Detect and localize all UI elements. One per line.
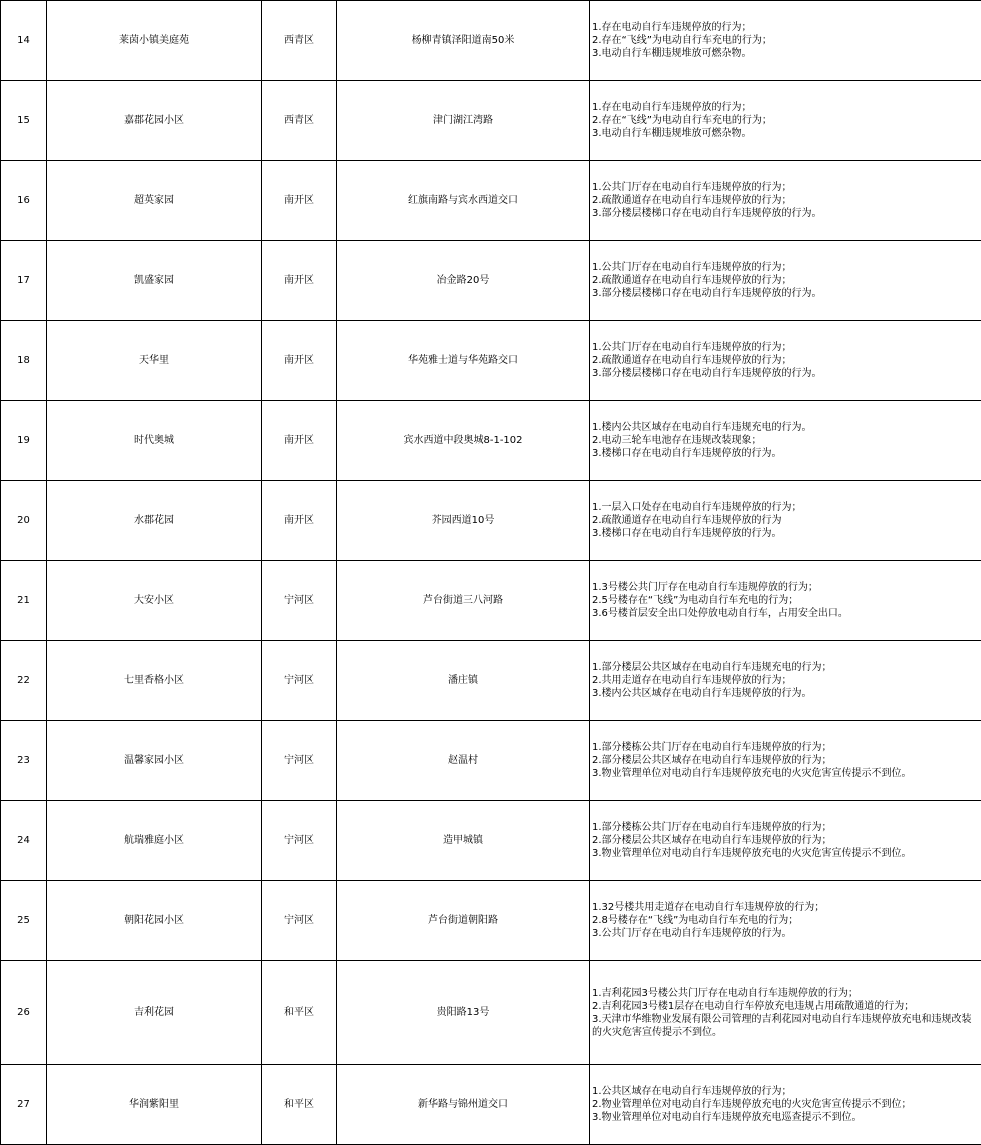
community-name-cell: 嘉郡花园小区 xyxy=(47,81,262,161)
issues-cell xyxy=(590,1065,981,1145)
issue-item: 2.吉利花园3号楼1层存在电动自行车停放充电违规占用疏散通道的行为； xyxy=(592,1000,980,1013)
issue-item: 1.公共区域存在电动自行车违规停放的行为； xyxy=(592,1085,980,1098)
issue-item: 3.物业管理单位对电动自行车违规停放充电的火灾危害宣传提示不到位。 xyxy=(592,847,980,860)
row-number-cell: 26 xyxy=(1,961,47,1065)
table-row xyxy=(1,241,981,321)
issue-item: 1.3号楼公共门厅存在电动自行车违规停放的行为； xyxy=(592,581,980,594)
address-cell: 华苑雅士道与华苑路交口 xyxy=(337,321,590,401)
address-cell: 芥园西道10号 xyxy=(337,481,590,561)
issue-item: 1.部分楼栋公共门厅存在电动自行车违规停放的行为； xyxy=(592,821,980,834)
row-number-cell: 16 xyxy=(1,161,47,241)
issues-cell xyxy=(590,1,981,81)
issue-item: 1.存在电动自行车违规停放的行为； xyxy=(592,101,980,114)
district-cell: 南开区 xyxy=(262,401,337,481)
district-cell: 南开区 xyxy=(262,321,337,401)
table-row xyxy=(1,561,981,641)
address-cell: 新华路与锦州道交口 xyxy=(337,1065,590,1145)
issue-item: 3.电动自行车棚违规堆放可燃杂物。 xyxy=(592,127,980,140)
table-row xyxy=(1,641,981,721)
table-row xyxy=(1,961,981,1065)
address-cell: 潘庄镇 xyxy=(337,641,590,721)
community-name-cell: 七里香格小区 xyxy=(47,641,262,721)
table-row xyxy=(1,481,981,561)
issues-cell xyxy=(590,81,981,161)
issues-cell xyxy=(590,801,981,881)
community-name-cell: 温馨家园小区 xyxy=(47,721,262,801)
row-number-cell: 20 xyxy=(1,481,47,561)
issue-item: 3.天津市华维物业发展有限公司管理的吉利花园对电动自行车违规停放充电和违规改装的火灾危害宣传提示不到位。 xyxy=(592,1013,980,1039)
issue-item: 3.物业管理单位对电动自行车违规停放充电巡查提示不到位。 xyxy=(592,1111,980,1124)
issues-cell xyxy=(590,481,981,561)
community-name-cell: 吉利花园 xyxy=(47,961,262,1065)
issue-item: 1.楼内公共区域存在电动自行车违规充电的行为。 xyxy=(592,421,980,434)
issue-item: 1.一层入口处存在电动自行车违规停放的行为； xyxy=(592,501,980,514)
issue-item: 2.5号楼存在“飞线”为电动自行车充电的行为； xyxy=(592,594,980,607)
community-name-cell: 航瑞雅庭小区 xyxy=(47,801,262,881)
community-name-cell: 超英家园 xyxy=(47,161,262,241)
issue-item: 2.8号楼存在“飞线”为电动自行车充电的行为； xyxy=(592,914,980,927)
issue-item: 1.公共门厅存在电动自行车违规停放的行为； xyxy=(592,341,980,354)
community-name-cell: 凯盛家园 xyxy=(47,241,262,321)
community-name-cell: 水郡花园 xyxy=(47,481,262,561)
issue-item: 2.物业管理单位对电动自行车违规停放充电的火灾危害宣传提示不到位； xyxy=(592,1098,980,1111)
issue-item: 3.楼内公共区域存在电动自行车违规停放的行为。 xyxy=(592,687,980,700)
address-cell: 贵阳路13号 xyxy=(337,961,590,1065)
district-cell: 宁河区 xyxy=(262,641,337,721)
table-row xyxy=(1,721,981,801)
community-name-cell: 大安小区 xyxy=(47,561,262,641)
row-number-cell: 17 xyxy=(1,241,47,321)
table-row xyxy=(1,321,981,401)
address-cell: 赵温村 xyxy=(337,721,590,801)
row-number-cell: 21 xyxy=(1,561,47,641)
row-number-cell: 22 xyxy=(1,641,47,721)
issue-item: 2.疏散通道存在电动自行车违规停放的行为； xyxy=(592,274,980,287)
issues-cell xyxy=(590,641,981,721)
district-cell: 西青区 xyxy=(262,1,337,81)
address-cell: 红旗南路与宾水西道交口 xyxy=(337,161,590,241)
issues-cell xyxy=(590,241,981,321)
district-cell: 南开区 xyxy=(262,161,337,241)
issue-item: 1.部分楼层公共区域存在电动自行车违规充电的行为； xyxy=(592,661,980,674)
district-cell: 宁河区 xyxy=(262,801,337,881)
issues-cell xyxy=(590,881,981,961)
address-cell: 杨柳青镇泽阳道南50米 xyxy=(337,1,590,81)
address-cell: 津门湖江湾路 xyxy=(337,81,590,161)
issue-item: 3.部分楼层楼梯口存在电动自行车违规停放的行为。 xyxy=(592,367,980,380)
row-number-cell: 27 xyxy=(1,1065,47,1145)
community-name-cell: 朝阳花园小区 xyxy=(47,881,262,961)
issues-cell xyxy=(590,961,981,1065)
issues-cell xyxy=(590,561,981,641)
community-name-cell: 华润紫阳里 xyxy=(47,1065,262,1145)
issue-item: 3.6号楼首层安全出口处停放电动自行车，占用安全出口。 xyxy=(592,607,980,620)
issue-item: 3.部分楼层楼梯口存在电动自行车违规停放的行为。 xyxy=(592,287,980,300)
row-number-cell: 18 xyxy=(1,321,47,401)
issue-item: 3.公共门厅存在电动自行车违规停放的行为。 xyxy=(592,927,980,940)
community-name-cell: 莱茵小镇美庭苑 xyxy=(47,1,262,81)
table-row xyxy=(1,81,981,161)
issue-item: 2.疏散通道存在电动自行车违规停放的行为； xyxy=(592,354,980,367)
row-number-cell: 15 xyxy=(1,81,47,161)
district-cell: 和平区 xyxy=(262,1065,337,1145)
issue-item: 1.32号楼共用走道存在电动自行车违规停放的行为； xyxy=(592,901,980,914)
community-name-cell: 时代奥城 xyxy=(47,401,262,481)
district-cell: 南开区 xyxy=(262,481,337,561)
district-cell: 南开区 xyxy=(262,241,337,321)
issue-item: 3.电动自行车棚违规堆放可燃杂物。 xyxy=(592,47,980,60)
issue-item: 1.公共门厅存在电动自行车违规停放的行为； xyxy=(592,261,980,274)
district-cell: 和平区 xyxy=(262,961,337,1065)
district-cell: 宁河区 xyxy=(262,721,337,801)
issue-item: 2.存在“飞线”为电动自行车充电的行为； xyxy=(592,34,980,47)
district-cell: 西青区 xyxy=(262,81,337,161)
table-row xyxy=(1,1065,981,1145)
table-row xyxy=(1,401,981,481)
table-row xyxy=(1,801,981,881)
table-row xyxy=(1,881,981,961)
row-number-cell: 14 xyxy=(1,1,47,81)
row-number-cell: 24 xyxy=(1,801,47,881)
row-number-cell: 19 xyxy=(1,401,47,481)
issue-item: 3.楼梯口存在电动自行车违规停放的行为。 xyxy=(592,447,980,460)
table-row xyxy=(1,161,981,241)
issue-item: 2.部分楼层公共区域存在电动自行车违规停放的行为； xyxy=(592,834,980,847)
issue-item: 2.疏散通道存在电动自行车违规停放的行为； xyxy=(592,194,980,207)
issues-cell xyxy=(590,401,981,481)
issue-item: 1.公共门厅存在电动自行车违规停放的行为； xyxy=(592,181,980,194)
issue-item: 2.存在“飞线”为电动自行车充电的行为； xyxy=(592,114,980,127)
issues-cell xyxy=(590,721,981,801)
issue-item: 1.存在电动自行车违规停放的行为； xyxy=(592,21,980,34)
table-row xyxy=(1,1,981,81)
district-cell: 宁河区 xyxy=(262,881,337,961)
issue-item: 1.部分楼栋公共门厅存在电动自行车违规停放的行为； xyxy=(592,741,980,754)
issue-item: 3.部分楼层楼梯口存在电动自行车违规停放的行为。 xyxy=(592,207,980,220)
address-cell: 芦台街道三八河路 xyxy=(337,561,590,641)
address-cell: 冶金路20号 xyxy=(337,241,590,321)
district-cell: 宁河区 xyxy=(262,561,337,641)
issue-item: 3.楼梯口存在电动自行车违规停放的行为。 xyxy=(592,527,980,540)
issue-item: 2.疏散通道存在电动自行车违规停放的行为 xyxy=(592,514,980,527)
address-cell: 芦台街道朝阳路 xyxy=(337,881,590,961)
issue-item: 2.电动三轮车电池存在违规改装现象； xyxy=(592,434,980,447)
issue-item: 1.吉利花园3号楼公共门厅存在电动自行车违规停放的行为； xyxy=(592,987,980,1000)
issue-item: 3.物业管理单位对电动自行车违规停放充电的火灾危害宣传提示不到位。 xyxy=(592,767,980,780)
row-number-cell: 25 xyxy=(1,881,47,961)
table-body xyxy=(1,1,981,1145)
community-name-cell: 天华里 xyxy=(47,321,262,401)
address-cell: 宾水西道中段奥城8-1-102 xyxy=(337,401,590,481)
row-number-cell: 23 xyxy=(1,721,47,801)
issues-cell xyxy=(590,321,981,401)
issues-cell xyxy=(590,161,981,241)
issue-item: 2.共用走道存在电动自行车违规停放的行为； xyxy=(592,674,980,687)
issue-item: 2.部分楼层公共区域存在电动自行车违规停放的行为； xyxy=(592,754,980,767)
address-cell: 造甲城镇 xyxy=(337,801,590,881)
